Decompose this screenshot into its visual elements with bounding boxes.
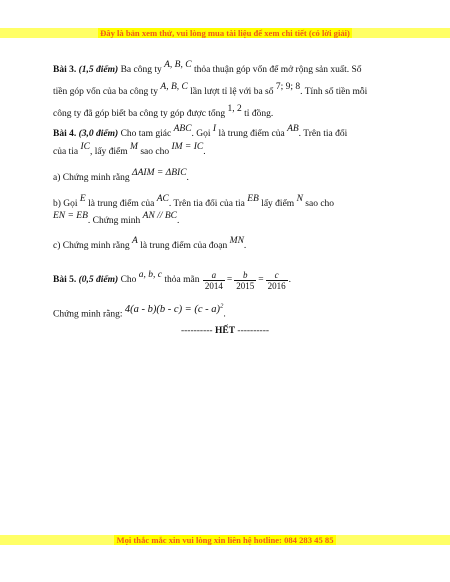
bai4-text: . Chứng minh bbox=[87, 216, 141, 226]
bai5-heading: Bài 5. bbox=[53, 275, 77, 286]
bai4-part-c bbox=[53, 236, 247, 252]
bai4-math-ic: IC bbox=[80, 142, 90, 152]
bai4-text: . bbox=[186, 173, 189, 183]
end-mark: ---------- HẾT ---------- bbox=[180, 326, 270, 336]
bai4-math-eb: EB bbox=[247, 194, 259, 204]
bai4-text: c) Chứng minh rằng bbox=[53, 241, 130, 251]
footer-banner: Mọi thắc mắc xin vui lòng xin liên hệ hotline: 084 283 45 85 bbox=[0, 535, 450, 545]
bai4-math-m: M bbox=[130, 142, 138, 152]
bai3-line2 bbox=[53, 82, 368, 98]
bai3-text: lần lượt tỉ lệ với ba số bbox=[190, 87, 274, 97]
bai5-math-identity: 4(a - b)(b - c) = (c - a)$^2$ bbox=[124, 302, 224, 315]
bai5-line2 bbox=[53, 302, 226, 321]
bai3-text: . Tính số tiền mỗi bbox=[300, 87, 368, 97]
bai4-math-e: E bbox=[79, 194, 86, 204]
bai4-math-ab: AB bbox=[287, 124, 299, 134]
bai3-text: tỉ đồng. bbox=[244, 109, 274, 119]
bai4-text: a) Chứng minh rằng bbox=[53, 173, 130, 183]
bai4-math-triangles: ΔAIM = ΔBIC bbox=[132, 168, 187, 178]
bai3-points: (1,5 điểm) bbox=[78, 65, 119, 75]
bai5-text: . bbox=[223, 309, 226, 320]
bai4-math-a: A bbox=[132, 236, 138, 246]
bai4-heading: Bài 4. bbox=[53, 129, 77, 139]
bai4-math-im-ic: IM = IC bbox=[171, 142, 204, 152]
bai5-math-abc: a, b, c bbox=[138, 270, 162, 281]
bai4-text: . bbox=[176, 216, 180, 226]
bai5-fraction-b: $\frac{b}{2015}$ bbox=[236, 269, 255, 291]
bai4-text: sao cho bbox=[140, 147, 170, 157]
bai5-text: thỏa mãn bbox=[164, 275, 200, 286]
bai3-math-abc: A, B, C bbox=[164, 60, 192, 70]
bai5-points: (0,5 điểm) bbox=[78, 275, 119, 286]
bai5-fraction-c: $\frac{c}{2016}$ bbox=[267, 269, 286, 291]
bai4-math-n: N bbox=[296, 194, 303, 204]
bai4-text: b) Gọi bbox=[53, 199, 78, 209]
bai4-math-mn: MN bbox=[229, 236, 244, 246]
bai4-part-b-line1 bbox=[53, 194, 335, 210]
bai4-line2 bbox=[53, 142, 206, 158]
bai4-text: . Gọi bbox=[191, 129, 211, 139]
bai5-text: Cho bbox=[120, 275, 137, 286]
bai4-text: lấy điểm bbox=[261, 199, 295, 209]
bai4-part-b-line2 bbox=[53, 211, 180, 227]
bai4-math-abc: ABC bbox=[173, 124, 192, 134]
equals-sign: = bbox=[258, 275, 264, 285]
bai4-part-a bbox=[53, 168, 189, 184]
bai3-text: tiền góp vốn của ba công ty bbox=[53, 87, 159, 97]
bai4-math-en-eb: EN = EB bbox=[53, 211, 88, 221]
bai4-text: là trung điểm của bbox=[88, 199, 155, 209]
bai3-math-abc-2: A, B, C bbox=[160, 82, 188, 92]
equals-sign: = bbox=[226, 275, 233, 285]
bai4-text: . Trên tia đối bbox=[298, 129, 348, 139]
bai4-math-i: I bbox=[212, 124, 217, 134]
header-banner: Đây là bản xem thử, vui lòng mua tài liệu để xem chi tiết (có lời giải) bbox=[0, 28, 450, 38]
bai3-math-ratio: 7; 9; 8 bbox=[275, 82, 301, 92]
bai4-text: . bbox=[203, 147, 206, 157]
bai4-text: , lấy điểm bbox=[89, 147, 128, 157]
bai4-text: của tia bbox=[53, 147, 79, 157]
bai3-line3 bbox=[53, 104, 274, 120]
bai4-line1 bbox=[53, 124, 348, 140]
bai4-text: . Trên tia đối của tia bbox=[168, 199, 245, 209]
bai3-text: công ty đã góp biết ba công ty góp được tổng bbox=[53, 109, 226, 119]
bai3-heading: Bài 3. bbox=[53, 65, 77, 75]
bai3-line1 bbox=[53, 60, 362, 76]
bai4-text: . bbox=[243, 241, 247, 251]
bai5-text: . bbox=[288, 275, 291, 286]
bai5-fraction-a: $\frac{a}{2014}$ bbox=[204, 269, 223, 291]
bai5-text: Chứng minh rằng: bbox=[53, 309, 123, 320]
bai4-math-parallel: AN // BC bbox=[142, 211, 177, 221]
bai4-text: sao cho bbox=[305, 199, 335, 209]
bai3-math-total: 1, 2 bbox=[227, 104, 242, 114]
bai4-text: Cho tam giác bbox=[120, 129, 172, 139]
bai4-math-ac: AC bbox=[156, 194, 169, 204]
bai5-line1 bbox=[53, 268, 291, 292]
bai3-text: thỏa thuận góp vốn để mở rộng sản xuất. Số bbox=[193, 65, 362, 75]
bai4-points: (3,0 điểm) bbox=[78, 129, 119, 139]
bai4-text: là trung điểm của bbox=[218, 129, 285, 139]
bai3-text: Ba công ty bbox=[120, 65, 162, 75]
bai4-text: là trung điểm của đoạn bbox=[140, 241, 228, 251]
